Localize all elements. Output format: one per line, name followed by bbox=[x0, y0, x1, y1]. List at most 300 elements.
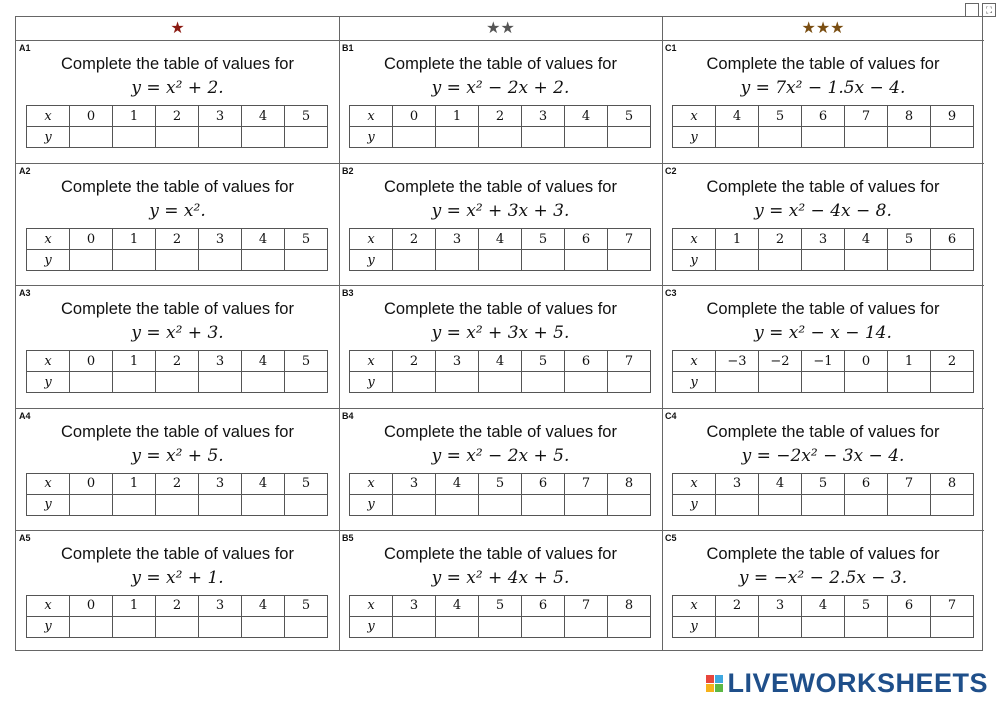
x-value: 6 bbox=[888, 595, 931, 616]
x-value: 5 bbox=[802, 473, 845, 494]
question-a5 bbox=[16, 530, 339, 652]
x-value: 8 bbox=[931, 473, 974, 494]
column-header-2: ★★ bbox=[339, 17, 662, 41]
question-code: B2 bbox=[342, 166, 354, 177]
y-label: y bbox=[350, 372, 393, 393]
y-answer-cell[interactable] bbox=[845, 616, 888, 637]
x-value: 4 bbox=[759, 473, 802, 494]
y-answer-cell[interactable] bbox=[845, 127, 888, 148]
x-value: 4 bbox=[479, 229, 522, 250]
question-a1 bbox=[16, 41, 339, 163]
y-answer-cell[interactable] bbox=[393, 494, 436, 515]
x-row bbox=[350, 595, 651, 616]
y-answer-cell[interactable] bbox=[845, 372, 888, 393]
y-answer-cell[interactable] bbox=[479, 494, 522, 515]
y-answer-cell[interactable] bbox=[156, 127, 199, 148]
y-answer-cell[interactable] bbox=[716, 250, 759, 271]
x-row bbox=[673, 595, 974, 616]
y-answer-cell[interactable] bbox=[113, 616, 156, 637]
equation: y = x² − x − 14. bbox=[754, 323, 892, 344]
question-code: C2 bbox=[665, 166, 677, 177]
y-label: y bbox=[27, 250, 70, 271]
window-controls bbox=[965, 3, 996, 17]
question-code: C3 bbox=[665, 288, 677, 299]
y-row bbox=[350, 494, 651, 515]
y-answer-cell[interactable] bbox=[759, 494, 802, 515]
question-prompt: Complete the table of values for bbox=[61, 422, 294, 441]
question-b4 bbox=[339, 408, 662, 530]
x-label: x bbox=[27, 229, 70, 250]
x-row bbox=[673, 106, 974, 127]
y-row bbox=[350, 616, 651, 637]
y-answer-cell[interactable] bbox=[436, 372, 479, 393]
question-code: A2 bbox=[19, 166, 31, 177]
x-value: 6 bbox=[522, 595, 565, 616]
x-value: 3 bbox=[199, 106, 242, 127]
x-value: 3 bbox=[802, 229, 845, 250]
question-c2 bbox=[662, 163, 984, 285]
x-value: 4 bbox=[242, 351, 285, 372]
y-answer-cell[interactable] bbox=[565, 494, 608, 515]
x-value: 0 bbox=[70, 229, 113, 250]
y-answer-cell[interactable] bbox=[436, 250, 479, 271]
x-value: 3 bbox=[436, 229, 479, 250]
y-label: y bbox=[27, 494, 70, 515]
y-answer-cell[interactable] bbox=[113, 494, 156, 515]
y-answer-cell[interactable] bbox=[242, 616, 285, 637]
question-prompt: Complete the table of values for bbox=[706, 300, 940, 319]
question-code: A3 bbox=[19, 288, 31, 299]
x-label: x bbox=[27, 351, 70, 372]
y-label: y bbox=[673, 616, 716, 637]
x-value: 1 bbox=[436, 106, 479, 127]
y-answer-cell[interactable] bbox=[888, 494, 931, 515]
y-label: y bbox=[350, 127, 393, 148]
equation: y = x² + 5. bbox=[131, 445, 224, 466]
question-code: C5 bbox=[665, 532, 677, 543]
y-answer-cell[interactable] bbox=[888, 250, 931, 271]
question-code: B3 bbox=[342, 288, 354, 299]
question-a3 bbox=[16, 285, 339, 407]
y-answer-cell[interactable] bbox=[436, 127, 479, 148]
y-answer-cell[interactable] bbox=[888, 616, 931, 637]
y-answer-cell[interactable] bbox=[479, 250, 522, 271]
x-value: 5 bbox=[285, 351, 328, 372]
x-value: 5 bbox=[285, 229, 328, 250]
x-label: x bbox=[350, 351, 393, 372]
x-value: 5 bbox=[285, 473, 328, 494]
x-row bbox=[27, 229, 328, 250]
x-value: −1 bbox=[802, 351, 845, 372]
x-value: 5 bbox=[479, 595, 522, 616]
y-answer-cell[interactable] bbox=[565, 127, 608, 148]
y-answer-cell[interactable] bbox=[199, 494, 242, 515]
values-table bbox=[26, 350, 328, 393]
y-answer-cell[interactable] bbox=[285, 372, 328, 393]
question-code: B1 bbox=[342, 43, 354, 53]
x-value: 4 bbox=[436, 595, 479, 616]
x-row bbox=[350, 351, 651, 372]
x-value: 3 bbox=[393, 595, 436, 616]
y-answer-cell[interactable] bbox=[479, 616, 522, 637]
logo-square bbox=[715, 684, 723, 692]
question-code: C1 bbox=[665, 43, 677, 53]
question-c1 bbox=[662, 41, 984, 163]
y-answer-cell[interactable] bbox=[285, 250, 328, 271]
question-prompt: Complete the table of values for bbox=[384, 422, 617, 441]
x-label: x bbox=[673, 351, 716, 372]
y-label: y bbox=[673, 372, 716, 393]
x-value: 7 bbox=[608, 229, 651, 250]
x-value: 6 bbox=[931, 229, 974, 250]
x-value: 1 bbox=[113, 106, 156, 127]
y-answer-cell[interactable] bbox=[522, 616, 565, 637]
x-value: 2 bbox=[479, 106, 522, 127]
y-answer-cell[interactable] bbox=[242, 250, 285, 271]
question-b1 bbox=[339, 41, 662, 163]
y-answer-cell[interactable] bbox=[759, 372, 802, 393]
y-row bbox=[350, 250, 651, 271]
y-answer-cell[interactable] bbox=[113, 127, 156, 148]
x-value: 5 bbox=[888, 229, 931, 250]
values-table bbox=[672, 105, 974, 148]
x-value: 3 bbox=[436, 351, 479, 372]
y-answer-cell[interactable] bbox=[242, 127, 285, 148]
y-answer-cell[interactable] bbox=[70, 250, 113, 271]
x-value: 2 bbox=[716, 595, 759, 616]
liveworksheets-logo-icon bbox=[706, 675, 723, 692]
question-prompt: Complete the table of values for bbox=[706, 55, 940, 73]
y-answer-cell[interactable] bbox=[802, 494, 845, 515]
y-row bbox=[673, 127, 974, 148]
x-value: 6 bbox=[565, 229, 608, 250]
y-answer-cell[interactable] bbox=[436, 494, 479, 515]
x-value: 2 bbox=[393, 351, 436, 372]
x-value: 1 bbox=[113, 473, 156, 494]
x-value: 3 bbox=[522, 106, 565, 127]
x-value: 2 bbox=[156, 351, 199, 372]
x-row bbox=[27, 473, 328, 494]
y-label: y bbox=[673, 494, 716, 515]
x-value: 4 bbox=[242, 106, 285, 127]
x-value: −3 bbox=[716, 351, 759, 372]
x-value: 0 bbox=[70, 595, 113, 616]
x-value: 7 bbox=[931, 595, 974, 616]
x-label: x bbox=[350, 106, 393, 127]
y-label: y bbox=[27, 127, 70, 148]
x-value: −2 bbox=[759, 351, 802, 372]
x-value: 7 bbox=[888, 473, 931, 494]
y-row bbox=[27, 494, 328, 515]
y-answer-cell[interactable] bbox=[931, 616, 974, 637]
y-answer-cell[interactable] bbox=[716, 127, 759, 148]
x-value: 7 bbox=[845, 106, 888, 127]
values-table bbox=[26, 595, 328, 638]
question-a4 bbox=[16, 408, 339, 530]
y-answer-cell[interactable] bbox=[716, 372, 759, 393]
y-answer-cell[interactable] bbox=[565, 250, 608, 271]
y-answer-cell[interactable] bbox=[931, 372, 974, 393]
x-value: 3 bbox=[716, 473, 759, 494]
y-answer-cell[interactable] bbox=[759, 616, 802, 637]
x-value: 1 bbox=[113, 229, 156, 250]
restore-icon[interactable] bbox=[965, 3, 979, 17]
y-answer-cell[interactable] bbox=[931, 127, 974, 148]
y-row bbox=[27, 250, 328, 271]
x-value: 6 bbox=[802, 106, 845, 127]
y-answer-cell[interactable] bbox=[759, 250, 802, 271]
x-value: 8 bbox=[608, 595, 651, 616]
x-value: 5 bbox=[285, 106, 328, 127]
x-value: 5 bbox=[479, 473, 522, 494]
x-value: 8 bbox=[608, 473, 651, 494]
equation: y = 7x² − 1.5x − 4. bbox=[740, 78, 906, 98]
y-answer-cell[interactable] bbox=[156, 616, 199, 637]
question-c5 bbox=[662, 530, 984, 652]
y-answer-cell[interactable] bbox=[199, 127, 242, 148]
y-answer-cell[interactable] bbox=[156, 494, 199, 515]
y-answer-cell[interactable] bbox=[199, 250, 242, 271]
y-label: y bbox=[673, 127, 716, 148]
y-answer-cell[interactable] bbox=[199, 372, 242, 393]
equation: y = x² + 3x + 3. bbox=[431, 201, 570, 222]
question-prompt: Complete the table of values for bbox=[61, 178, 294, 197]
x-value: 6 bbox=[845, 473, 888, 494]
y-row bbox=[673, 250, 974, 271]
y-answer-cell[interactable] bbox=[156, 372, 199, 393]
y-answer-cell[interactable] bbox=[285, 494, 328, 515]
y-answer-cell[interactable] bbox=[393, 250, 436, 271]
y-answer-cell[interactable] bbox=[522, 494, 565, 515]
x-value: 2 bbox=[931, 351, 974, 372]
x-value: 4 bbox=[802, 595, 845, 616]
x-value: 4 bbox=[479, 351, 522, 372]
y-answer-cell[interactable] bbox=[802, 127, 845, 148]
y-label: y bbox=[350, 494, 393, 515]
equation: y = x² + 2. bbox=[131, 78, 224, 98]
x-row bbox=[673, 473, 974, 494]
x-label: x bbox=[673, 595, 716, 616]
x-value: 2 bbox=[156, 595, 199, 616]
y-answer-cell[interactable] bbox=[70, 372, 113, 393]
question-prompt: Complete the table of values for bbox=[706, 178, 940, 197]
y-answer-cell[interactable] bbox=[716, 494, 759, 515]
y-answer-cell[interactable] bbox=[608, 127, 651, 148]
x-value: 0 bbox=[393, 106, 436, 127]
x-row bbox=[27, 106, 328, 127]
x-value: 3 bbox=[199, 229, 242, 250]
x-value: 2 bbox=[156, 229, 199, 250]
y-answer-cell[interactable] bbox=[393, 616, 436, 637]
y-row bbox=[27, 127, 328, 148]
y-answer-cell[interactable] bbox=[479, 372, 522, 393]
y-label: y bbox=[673, 250, 716, 271]
fullscreen-icon[interactable]: ⛶ bbox=[982, 3, 996, 17]
x-label: x bbox=[27, 595, 70, 616]
x-value: 5 bbox=[759, 106, 802, 127]
y-answer-cell[interactable] bbox=[565, 372, 608, 393]
question-prompt: Complete the table of values for bbox=[384, 55, 617, 73]
x-value: 8 bbox=[888, 106, 931, 127]
values-table bbox=[672, 350, 974, 393]
y-answer-cell[interactable] bbox=[113, 372, 156, 393]
y-answer-cell[interactable] bbox=[931, 494, 974, 515]
y-answer-cell[interactable] bbox=[888, 127, 931, 148]
y-answer-cell[interactable] bbox=[522, 372, 565, 393]
y-answer-cell[interactable] bbox=[479, 127, 522, 148]
equation: y = x² + 3x + 5. bbox=[431, 323, 570, 344]
column-header-1: ★ bbox=[16, 17, 339, 41]
y-label: y bbox=[350, 616, 393, 637]
values-table bbox=[26, 105, 328, 148]
x-value: 3 bbox=[199, 351, 242, 372]
y-answer-cell[interactable] bbox=[931, 250, 974, 271]
x-value: 5 bbox=[845, 595, 888, 616]
y-answer-cell[interactable] bbox=[113, 250, 156, 271]
x-value: 5 bbox=[522, 229, 565, 250]
y-answer-cell[interactable] bbox=[608, 616, 651, 637]
y-answer-cell[interactable] bbox=[156, 250, 199, 271]
equation: y = x² + 4x + 5. bbox=[431, 567, 570, 588]
y-answer-cell[interactable] bbox=[802, 250, 845, 271]
x-value: 4 bbox=[845, 229, 888, 250]
y-answer-cell[interactable] bbox=[565, 616, 608, 637]
y-answer-cell[interactable] bbox=[759, 127, 802, 148]
values-table bbox=[349, 105, 651, 148]
values-table bbox=[672, 228, 974, 271]
logo-square bbox=[706, 684, 714, 692]
y-answer-cell[interactable] bbox=[845, 250, 888, 271]
question-prompt: Complete the table of values for bbox=[384, 300, 617, 319]
values-table bbox=[672, 473, 974, 516]
equation: y = x² − 4x − 8. bbox=[754, 201, 892, 222]
x-value: 4 bbox=[565, 106, 608, 127]
values-table bbox=[672, 595, 974, 638]
x-label: x bbox=[27, 473, 70, 494]
y-answer-cell[interactable] bbox=[802, 616, 845, 637]
equation: y = x² − 2x + 5. bbox=[431, 445, 570, 466]
y-label: y bbox=[350, 250, 393, 271]
x-row bbox=[350, 473, 651, 494]
y-answer-cell[interactable] bbox=[608, 250, 651, 271]
x-value: 5 bbox=[285, 595, 328, 616]
y-label: y bbox=[27, 616, 70, 637]
y-row bbox=[27, 372, 328, 393]
x-value: 0 bbox=[70, 473, 113, 494]
question-prompt: Complete the table of values for bbox=[706, 422, 940, 441]
x-row bbox=[27, 351, 328, 372]
x-value: 3 bbox=[199, 595, 242, 616]
values-table bbox=[349, 595, 651, 638]
equation: y = −2x² − 3x − 4. bbox=[741, 445, 905, 466]
y-row bbox=[350, 127, 651, 148]
y-answer-cell[interactable] bbox=[522, 250, 565, 271]
y-answer-cell[interactable] bbox=[393, 127, 436, 148]
question-prompt: Complete the table of values for bbox=[384, 178, 617, 197]
values-table bbox=[26, 473, 328, 516]
y-answer-cell[interactable] bbox=[716, 616, 759, 637]
x-row bbox=[673, 229, 974, 250]
y-answer-cell[interactable] bbox=[70, 616, 113, 637]
y-answer-cell[interactable] bbox=[70, 494, 113, 515]
question-prompt: Complete the table of values for bbox=[706, 544, 940, 563]
y-answer-cell[interactable] bbox=[70, 127, 113, 148]
y-answer-cell[interactable] bbox=[242, 494, 285, 515]
x-row bbox=[350, 106, 651, 127]
question-b3 bbox=[339, 285, 662, 407]
x-value: 0 bbox=[70, 106, 113, 127]
worksheet-grid bbox=[15, 16, 983, 651]
y-label: y bbox=[27, 372, 70, 393]
x-value: 2 bbox=[156, 106, 199, 127]
y-answer-cell[interactable] bbox=[608, 494, 651, 515]
x-label: x bbox=[27, 106, 70, 127]
y-row bbox=[27, 616, 328, 637]
logo-square bbox=[715, 675, 723, 683]
values-table bbox=[26, 228, 328, 271]
y-answer-cell[interactable] bbox=[285, 127, 328, 148]
question-b2 bbox=[339, 163, 662, 285]
x-label: x bbox=[673, 229, 716, 250]
x-value: 1 bbox=[888, 351, 931, 372]
x-value: 9 bbox=[931, 106, 974, 127]
question-code: C4 bbox=[665, 410, 677, 421]
x-value: 7 bbox=[565, 473, 608, 494]
logo-square bbox=[706, 675, 714, 683]
liveworksheets-brand bbox=[706, 668, 988, 699]
x-value: 6 bbox=[522, 473, 565, 494]
x-value: 3 bbox=[759, 595, 802, 616]
y-row bbox=[350, 372, 651, 393]
y-answer-cell[interactable] bbox=[522, 127, 565, 148]
y-answer-cell[interactable] bbox=[242, 372, 285, 393]
y-answer-cell[interactable] bbox=[285, 616, 328, 637]
equation: y = x² + 3. bbox=[131, 323, 224, 344]
x-value: 4 bbox=[242, 473, 285, 494]
x-value: 3 bbox=[199, 473, 242, 494]
y-answer-cell[interactable] bbox=[845, 494, 888, 515]
question-prompt: Complete the table of values for bbox=[384, 544, 617, 563]
y-answer-cell[interactable] bbox=[436, 616, 479, 637]
equation: y = x². bbox=[149, 201, 206, 222]
question-c4 bbox=[662, 408, 984, 530]
question-a2 bbox=[16, 163, 339, 285]
y-row bbox=[673, 494, 974, 515]
values-table bbox=[349, 473, 651, 516]
values-table bbox=[349, 228, 651, 271]
equation: y = x² + 1. bbox=[131, 567, 224, 588]
y-answer-cell[interactable] bbox=[802, 372, 845, 393]
y-answer-cell[interactable] bbox=[199, 616, 242, 637]
x-value: 5 bbox=[522, 351, 565, 372]
x-label: x bbox=[350, 229, 393, 250]
question-code: A1 bbox=[19, 43, 31, 53]
y-answer-cell[interactable] bbox=[608, 372, 651, 393]
x-value: 1 bbox=[113, 351, 156, 372]
question-code: A5 bbox=[19, 532, 31, 543]
column-header-3: ★★★ bbox=[662, 17, 984, 41]
x-value: 0 bbox=[845, 351, 888, 372]
question-prompt: Complete the table of values for bbox=[61, 300, 294, 319]
x-value: 5 bbox=[608, 106, 651, 127]
y-answer-cell[interactable] bbox=[888, 372, 931, 393]
y-row bbox=[673, 372, 974, 393]
x-label: x bbox=[350, 595, 393, 616]
values-table bbox=[349, 350, 651, 393]
y-answer-cell[interactable] bbox=[393, 372, 436, 393]
question-c3 bbox=[662, 285, 984, 407]
x-value: 4 bbox=[242, 229, 285, 250]
